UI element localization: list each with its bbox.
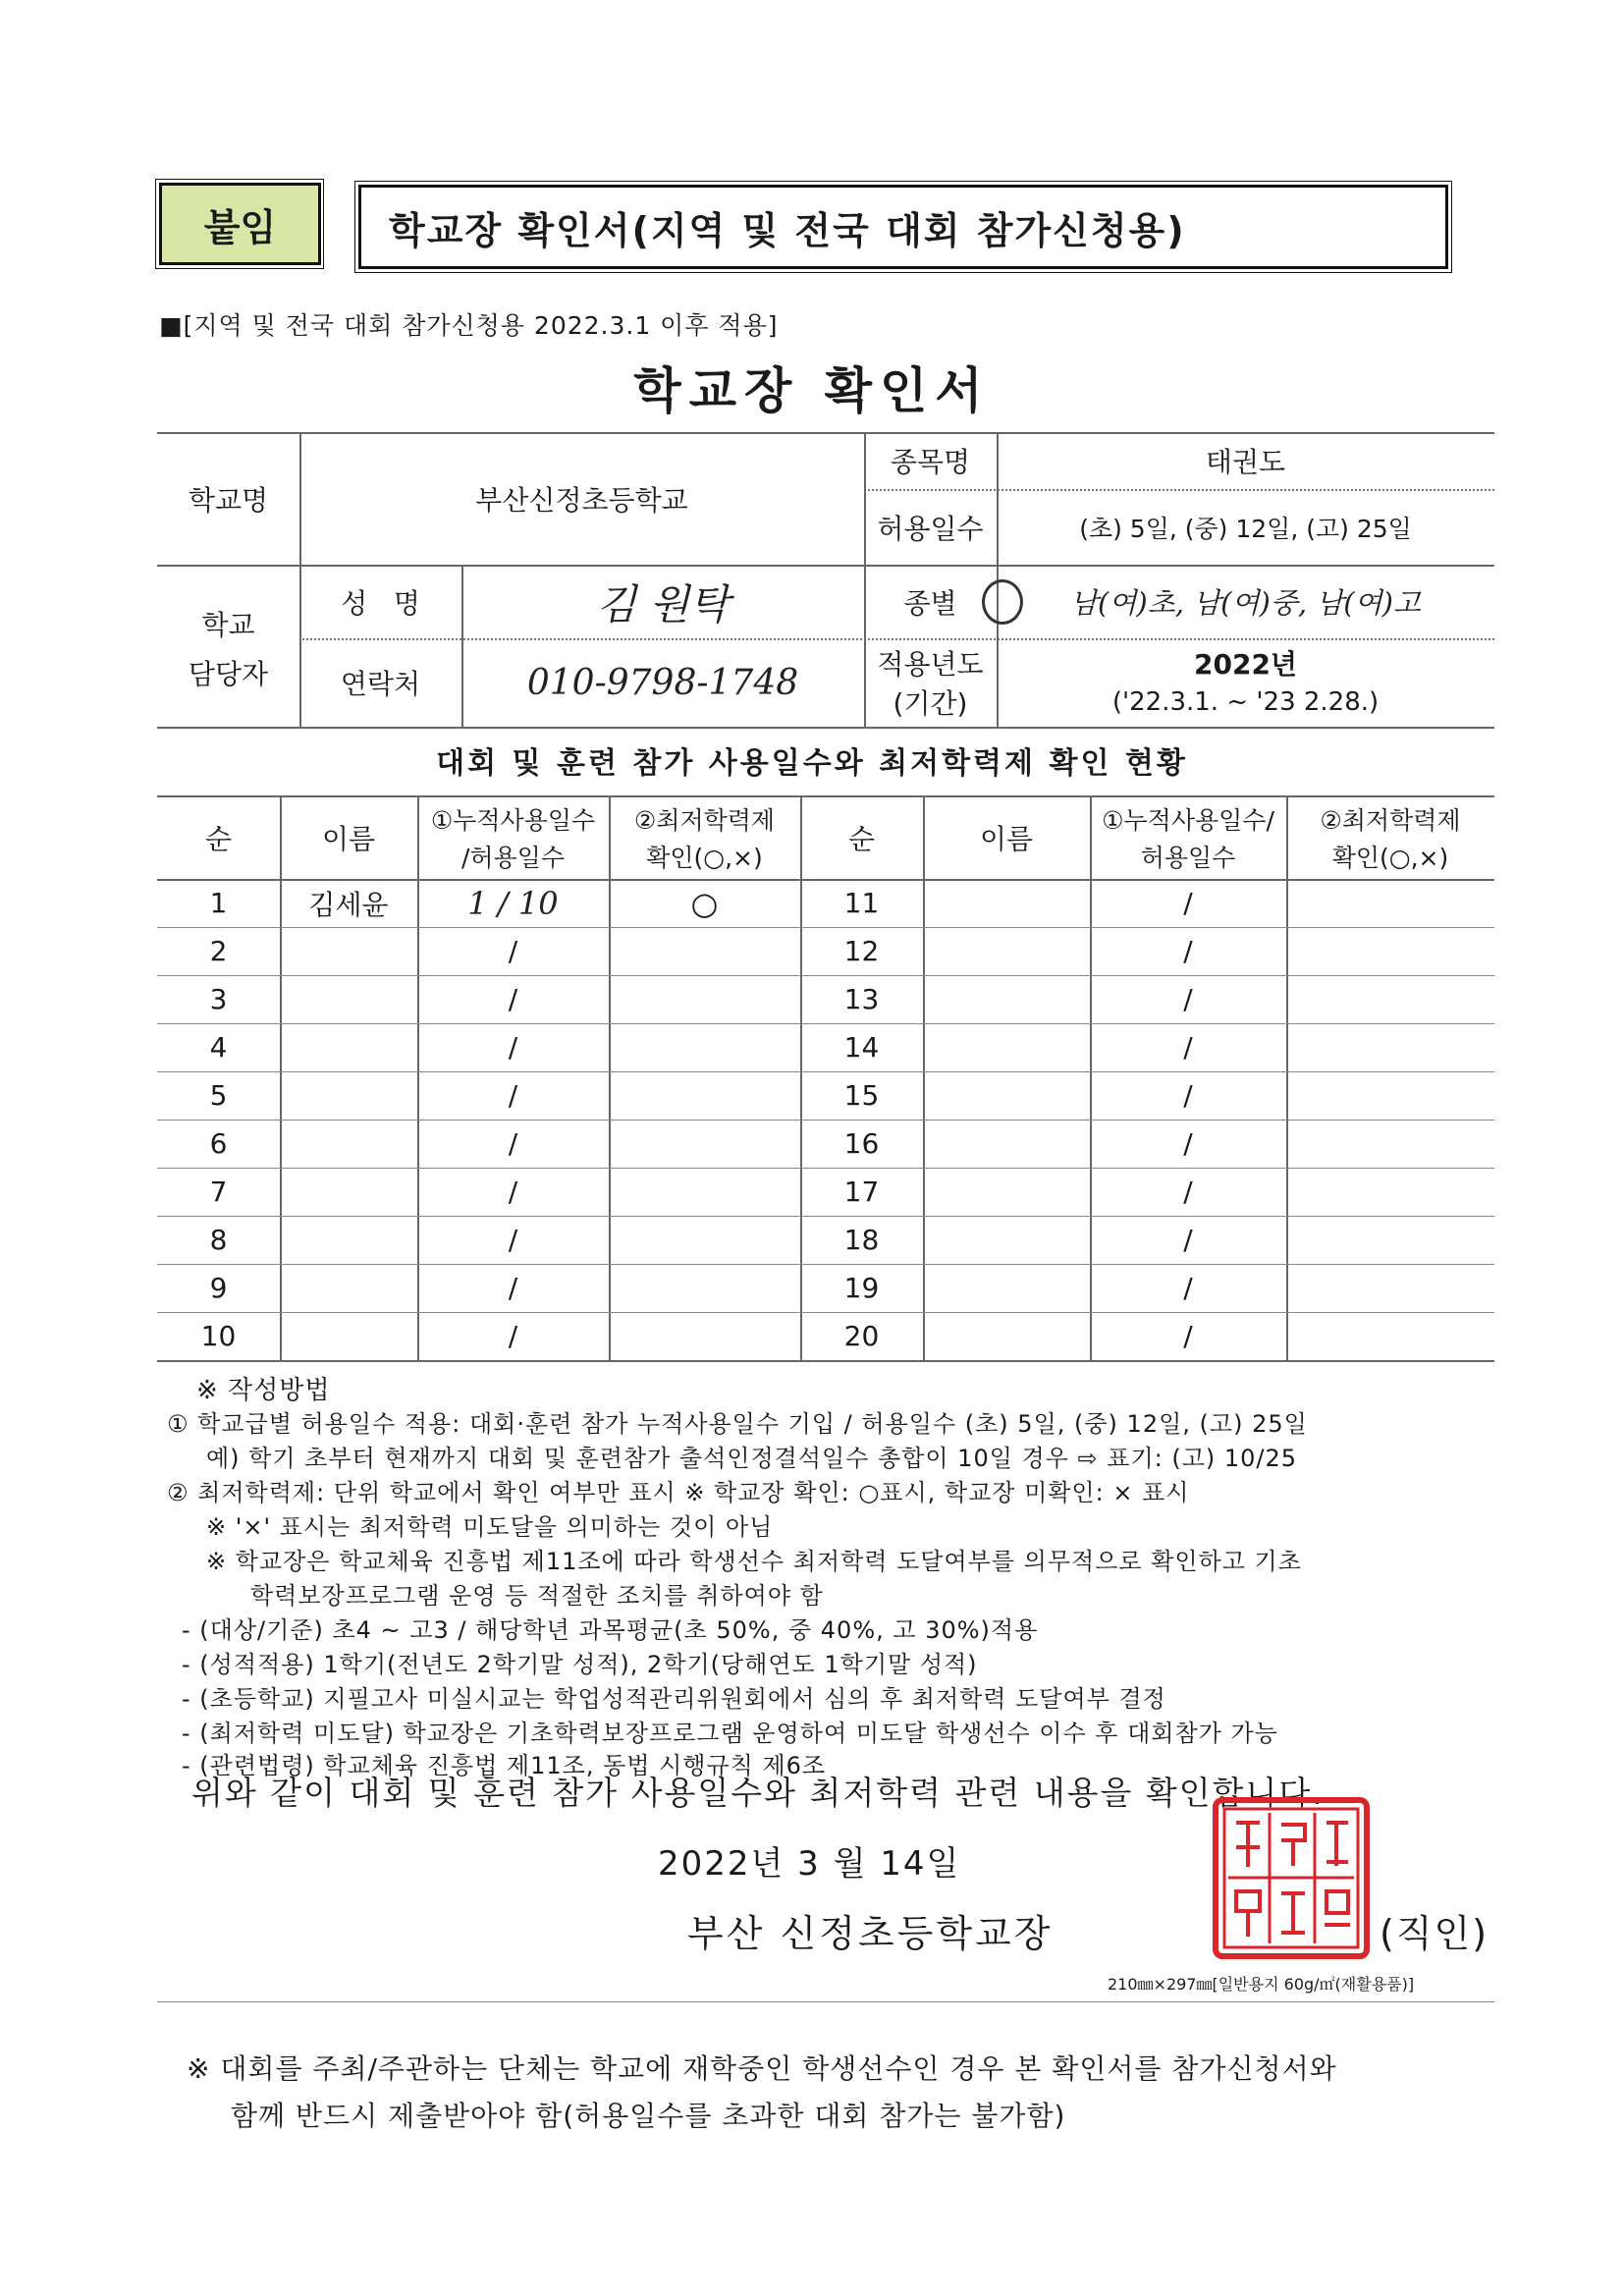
note-line: ※ 학교장은 학교체육 진흥법 제11조에 따라 학생선수 최저학력 도달여부를 의무적으로 확인하고 기초 bbox=[206, 1548, 1302, 1575]
usage-col-line bbox=[923, 795, 925, 1360]
col-no-right: 순 bbox=[847, 822, 876, 855]
footnote-line-1: ※ 대회를 주최/주관하는 단체는 학교에 재학중인 학생선수인 경우 본 확인서를 참가신청서와 bbox=[187, 2052, 1337, 2085]
scope-note: ■[지역 및 전국 대회 참가신청용 2022.3.1 이후 적용] bbox=[159, 311, 779, 340]
issue-date: 2022년 3 월 14일 bbox=[658, 1844, 961, 1884]
allowed-days-label: 허용일수 bbox=[877, 512, 984, 545]
row-days: / bbox=[1183, 1224, 1193, 1256]
year-value-2: ('22.3.1. ~ '23 2.28.) bbox=[1111, 687, 1380, 717]
allowed-days-value: (초) 5일, (중) 12일, (고) 25일 bbox=[1079, 514, 1412, 543]
year-label-2: (기간) bbox=[893, 687, 968, 720]
seal-icon bbox=[1218, 1803, 1364, 1953]
row-days: / bbox=[1183, 1175, 1193, 1208]
row-name bbox=[280, 1312, 417, 1360]
official-seal bbox=[1213, 1797, 1370, 1959]
row-no: 5 bbox=[209, 1079, 228, 1112]
row-name bbox=[280, 1168, 417, 1216]
row-no: 16 bbox=[843, 1127, 880, 1160]
row-no: 11 bbox=[843, 887, 880, 919]
col-days-line2: /허용일수 bbox=[460, 844, 566, 872]
gender-label: 종별 bbox=[903, 586, 957, 620]
row-no: 6 bbox=[209, 1127, 228, 1160]
row-no: 14 bbox=[843, 1031, 880, 1064]
footnote-line-2: 함께 반드시 제출받아야 함(허용일수를 초과한 대회 참가는 불가함) bbox=[231, 2100, 1066, 2132]
col-days-right-line2: 허용일수 bbox=[1140, 844, 1236, 872]
row-days: / bbox=[1183, 1127, 1193, 1160]
row-check bbox=[609, 975, 800, 1023]
event-value: 태권도 bbox=[1205, 446, 1286, 478]
note-line: 예) 학기 초부터 현재까지 대회 및 훈련참가 출석인정결석일수 총합이 10일 경우 ⇨ 표기: (고) 10/25 bbox=[206, 1445, 1298, 1472]
col-name: 이름 bbox=[321, 822, 376, 855]
row-no: 20 bbox=[843, 1320, 880, 1352]
row-no: 9 bbox=[209, 1272, 228, 1304]
row-no: 17 bbox=[843, 1175, 880, 1208]
school-head: 부산 신정초등학교장 bbox=[687, 1912, 1054, 1955]
row-days: / bbox=[1183, 935, 1193, 967]
school-label: 학교명 bbox=[188, 483, 269, 517]
header-title: 학교장 확인서(지역 및 전국 대회 참가신청용) bbox=[358, 185, 1448, 269]
manager-label-2: 담당자 bbox=[188, 658, 269, 690]
row-days: / bbox=[1183, 887, 1193, 919]
row-no: 18 bbox=[843, 1224, 880, 1256]
row-name bbox=[280, 1023, 417, 1071]
note-line: 학력보장프로그램 운영 등 적절한 조치를 취하여야 함 bbox=[250, 1582, 824, 1610]
note-line: - (대상/기준) 초4 ~ 고3 / 해당학년 과목평균(초 50%, 중 40%, 고 30%)적용 bbox=[182, 1616, 1039, 1644]
info-bottom-border bbox=[157, 727, 1494, 729]
row-days: / bbox=[1183, 1079, 1193, 1112]
gender-circle-mark bbox=[982, 579, 1023, 625]
row-check bbox=[609, 1120, 800, 1168]
col-days-right-line1: ①누적사용일수/ bbox=[1102, 806, 1274, 835]
row-days: / bbox=[1183, 1320, 1193, 1352]
row-days: / bbox=[508, 1224, 518, 1256]
col-check-line1: ②최저학력제 bbox=[633, 806, 776, 835]
note-line: - (초등학교) 지필고사 미실시교는 학업성적관리위원회에서 심의 후 최저학력 도달여부 결정 bbox=[182, 1685, 1166, 1713]
row-no: 7 bbox=[209, 1175, 228, 1208]
name-label: 성 명 bbox=[341, 586, 420, 620]
row-days: / bbox=[508, 1031, 518, 1064]
row-days: / bbox=[508, 1320, 518, 1352]
row-no: 15 bbox=[843, 1079, 880, 1112]
contact-label: 연락처 bbox=[340, 668, 421, 700]
row-days: / bbox=[508, 1127, 518, 1160]
row-divider bbox=[157, 1360, 1494, 1362]
row-check bbox=[609, 1312, 800, 1360]
row-days: / bbox=[508, 1079, 518, 1112]
note-line: ※ '×' 표시는 최저학력 미도달을 의미하는 것이 아님 bbox=[206, 1513, 774, 1541]
row-no: 19 bbox=[843, 1272, 880, 1304]
usage-col-line bbox=[1286, 795, 1288, 1360]
col-days-line1: ①누적사용일수 bbox=[430, 806, 596, 835]
footer-divider bbox=[157, 2001, 1494, 2002]
confirm-statement: 위와 같이 대회 및 훈련 참가 사용일수와 최저학력 관련 내용을 확인합니다. bbox=[191, 1774, 1325, 1812]
row-days: / bbox=[508, 983, 518, 1015]
row-days: / bbox=[508, 1175, 518, 1208]
manager-label-1: 학교 bbox=[201, 609, 255, 641]
row-name bbox=[280, 1264, 417, 1312]
usage-title: 대회 및 훈련 참가 사용일수와 최저학력제 확인 현황 bbox=[436, 746, 1188, 781]
attach-label: 붙임 bbox=[159, 183, 321, 265]
event-label: 종목명 bbox=[890, 446, 971, 478]
school-value: 부산신정초등학교 bbox=[475, 483, 688, 517]
row-days: / bbox=[508, 935, 518, 967]
page-title: 학교장 확인서 bbox=[633, 362, 991, 419]
row-days: / bbox=[1183, 1272, 1193, 1304]
row-no: 4 bbox=[209, 1031, 228, 1064]
row-name bbox=[280, 1120, 417, 1168]
row-no: 8 bbox=[209, 1224, 228, 1256]
gender-value: 남(여)초, 남(여)중, 남(여)고 bbox=[1070, 586, 1421, 620]
row-no: 3 bbox=[209, 983, 228, 1015]
row-name: 김세윤 bbox=[308, 888, 389, 921]
row-check bbox=[609, 1264, 800, 1312]
note-line: ① 학교급별 허용일수 적용: 대회·훈련 참가 누적사용일수 기입 / 허용일수 (초) 5일, (중) 12일, (고) 25일 bbox=[167, 1410, 1308, 1438]
col-check-line2: 확인(○,×) bbox=[646, 844, 763, 872]
row-days: / bbox=[1183, 983, 1193, 1015]
row-name bbox=[280, 927, 417, 975]
col-check-right-line2: 확인(○,×) bbox=[1331, 844, 1449, 872]
contact-value: 010-9798-1748 bbox=[526, 662, 799, 703]
row-no: 13 bbox=[843, 983, 880, 1015]
col-no: 순 bbox=[204, 822, 233, 855]
row-check bbox=[609, 1071, 800, 1120]
year-value-1: 2022년 bbox=[1194, 648, 1297, 681]
row-no: 1 bbox=[209, 887, 228, 919]
row-no: 12 bbox=[843, 935, 880, 967]
row-name bbox=[280, 975, 417, 1023]
row-no: 2 bbox=[209, 935, 228, 967]
row-no: 10 bbox=[200, 1320, 237, 1352]
row-name bbox=[280, 1071, 417, 1120]
row-check bbox=[609, 1168, 800, 1216]
note-line: - (최저학력 미도달) 학교장은 기초학력보장프로그램 운영하여 미도달 학생선수 이수 후 대회참가 가능 bbox=[182, 1720, 1278, 1747]
year-label-1: 적용년도 bbox=[877, 648, 984, 681]
row-check bbox=[609, 927, 800, 975]
row-check bbox=[609, 1023, 800, 1071]
paper-spec: 210㎜×297㎜[일반용지 60g/㎡(재활용품)] bbox=[1108, 1975, 1415, 1994]
row-days: / bbox=[1183, 1031, 1193, 1064]
note-line: ② 최저학력제: 단위 학교에서 확인 여부만 표시 ※ 학교장 확인: ○표시, 학교장 미확인: × 표시 bbox=[167, 1479, 1190, 1506]
note-line: - (성적적용) 1학기(전년도 2학기말 성적), 2학기(당해연도 1학기말 성적) bbox=[182, 1651, 978, 1678]
row-days: / bbox=[508, 1272, 518, 1304]
col-name-right: 이름 bbox=[979, 822, 1034, 855]
row-check bbox=[609, 1216, 800, 1264]
row-check: ○ bbox=[690, 884, 719, 922]
seal-label: (직인) bbox=[1380, 1912, 1489, 1955]
col-check-right-line1: ②최저학력제 bbox=[1320, 806, 1461, 835]
note-line: ※ 작성방법 bbox=[196, 1376, 331, 1405]
row-days: 1 / 10 bbox=[467, 884, 559, 922]
row-name bbox=[280, 1216, 417, 1264]
note-line: - (관련법령) 학교체육 진흥법 제11조, 동법 시행규칙 제6조 bbox=[182, 1752, 827, 1779]
manager-name: 김 원탁 bbox=[596, 579, 730, 629]
